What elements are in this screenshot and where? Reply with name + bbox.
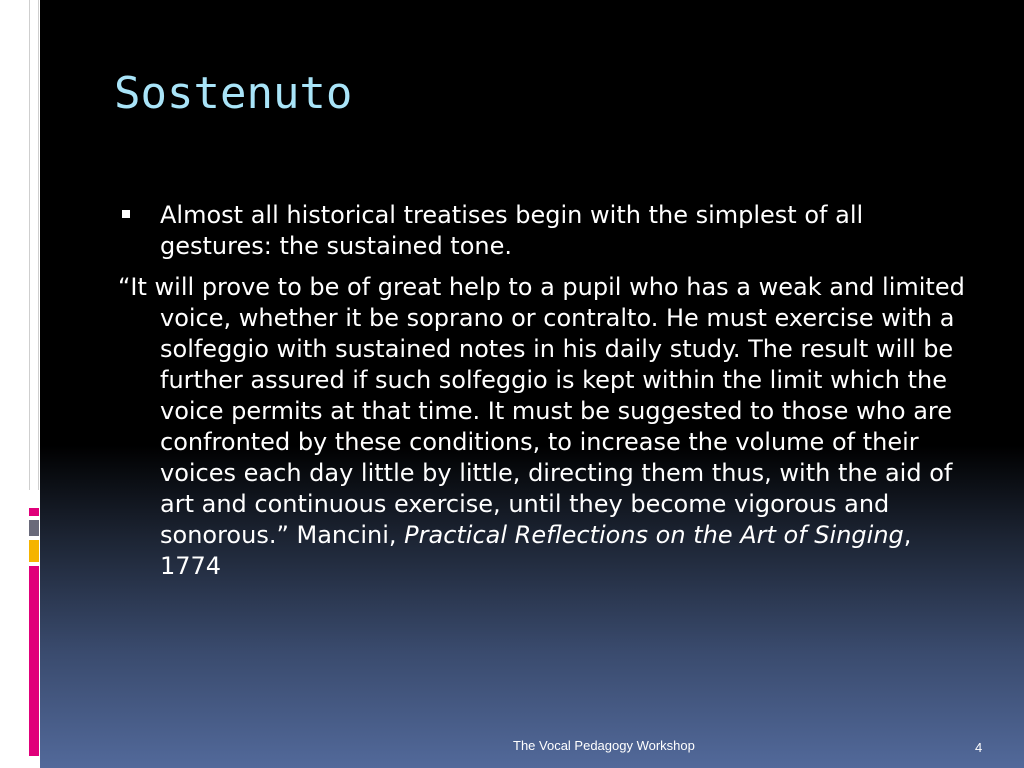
- quote-text: “It will prove to be of great help to a pupil who has a weak and limited voice, whether it be soprano or contralto. He must exercise with a solfeggio with sustained notes in his daily study. The result will be further assured if such solfeggio is kept within the limit which the voice permits at that time. It must be suggested to those who are confronted by these conditions, to increase the volume of their voices each day little by little, directing them thus, with the aid of art and continuous exercise, until they become vigorous and sonorous.” Mancini,: [118, 273, 965, 549]
- decorative-bar-pink-small: [29, 508, 39, 516]
- decorative-bars: [29, 0, 39, 768]
- quote-work-title: Practical Reflections on the Art of Singing: [404, 521, 904, 549]
- bullet-text: Almost all historical treatises begin with the simplest of all gestures: the sustained tone.: [160, 201, 864, 260]
- square-bullet-icon: [122, 210, 130, 218]
- decorative-bar-gray: [29, 520, 39, 536]
- page-number: 4: [975, 740, 983, 755]
- decorative-bar-white: [29, 0, 39, 490]
- decorative-bar-pink: [29, 566, 39, 756]
- slide-title: Sostenuto: [114, 68, 353, 119]
- slide-body: [118, 200, 968, 582]
- decorative-bar-gold: [29, 540, 39, 562]
- bullet-item: [118, 200, 968, 262]
- quote-year: , 1774: [160, 521, 912, 580]
- quote-paragraph: [118, 272, 968, 582]
- footer-text: The Vocal Pedagogy Workshop: [513, 738, 695, 753]
